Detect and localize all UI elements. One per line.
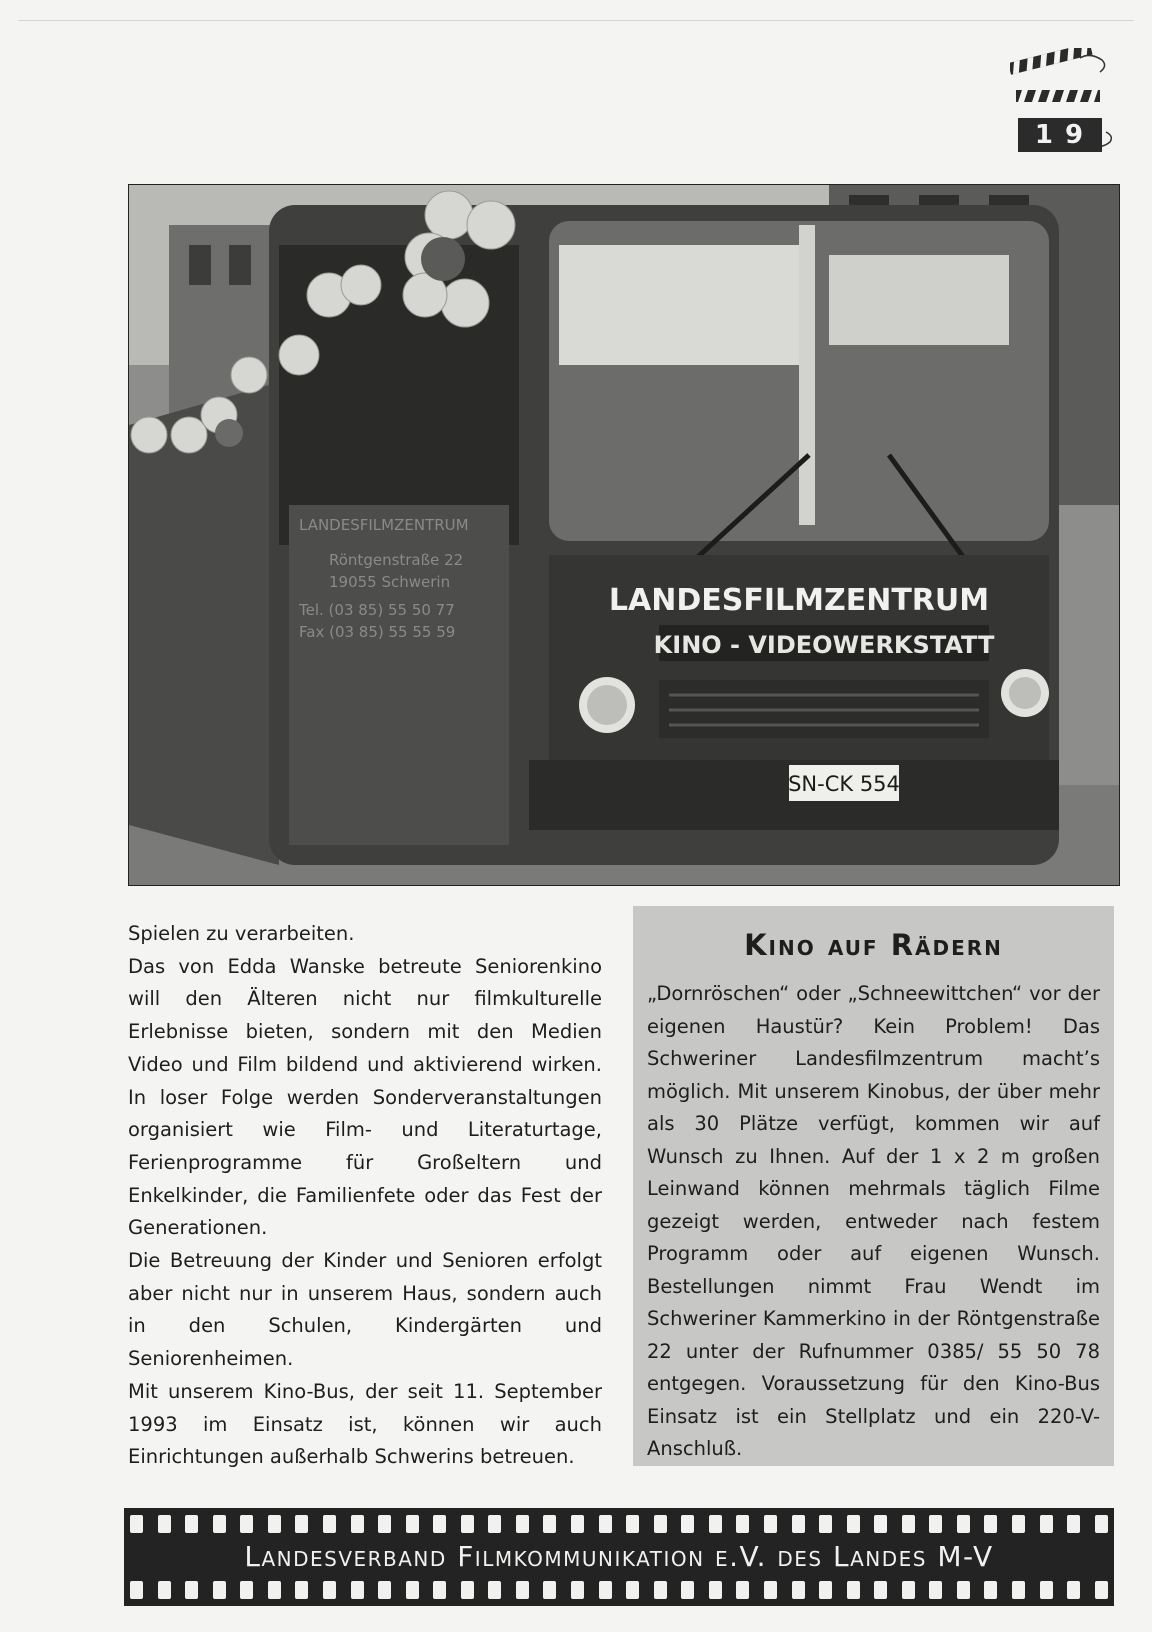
filmstrip-hole (268, 1515, 281, 1533)
filmstrip-hole (764, 1581, 777, 1599)
filmstrip-hole (130, 1581, 143, 1599)
filmstrip-hole (654, 1581, 667, 1599)
page-number: 19 (1018, 118, 1102, 152)
left-column (128, 918, 602, 1474)
filmstrip-hole (736, 1515, 749, 1533)
filmstrip-hole (819, 1515, 832, 1533)
filmstrip-hole (240, 1581, 253, 1599)
filmstrip-hole (1040, 1581, 1053, 1599)
filmstrip-hole (874, 1515, 887, 1533)
filmstrip-hole (1067, 1581, 1080, 1599)
filmstrip-hole (516, 1581, 529, 1599)
filmstrip-hole (599, 1515, 612, 1533)
bus-headline: LANDESFILMZENTRUM (608, 583, 990, 618)
filmstrip-hole (929, 1515, 942, 1533)
filmstrip-holes-top (124, 1515, 1114, 1533)
filmstrip-hole (847, 1581, 860, 1599)
filmstrip-hole (709, 1515, 722, 1533)
filmstrip-hole (268, 1581, 281, 1599)
filmstrip-hole (461, 1581, 474, 1599)
filmstrip-hole (488, 1515, 501, 1533)
filmstrip-hole (213, 1581, 226, 1599)
filmstrip-hole (929, 1581, 942, 1599)
filmstrip-hole (571, 1581, 584, 1599)
paragraph: Die Betreuung der Kinder und Senioren erfolgt aber nicht nur in unserem Haus, sondern auch in den Schulen, Kindergärten und Seniorenheimen. (128, 1249, 602, 1371)
filmstrip-hole (185, 1581, 198, 1599)
filmstrip-hole (1012, 1581, 1025, 1599)
filmstrip-hole (543, 1515, 556, 1533)
footer-title: Landesverband Filmkommunikation e.V. des Landes M-V (244, 1540, 994, 1573)
filmstrip-hole (1040, 1515, 1053, 1533)
filmstrip-hole (406, 1515, 419, 1533)
filmstrip-hole (295, 1581, 308, 1599)
filmstrip-hole (543, 1581, 556, 1599)
filmstrip-hole (378, 1581, 391, 1599)
filmstrip-hole (874, 1581, 887, 1599)
info-box-text: „Dornröschen“ oder „Schneewittchen“ vor der eigenen Haustür? Kein Problem! Das Schweriner Landesfilmzentrum macht’s möglich. Mit unserem Kinobus, der über mehr als 30 Plätze verfügt, kommen wir auf Wunsch zu Ihnen. Auf der 1 x 2 m großen Leinwand können mehrmals täglich Filme gezeigt werden, entweder nach festem Programm oder auf eigenen Wunsch. Bestellungen nimmt Frau Wendt im Schweriner Kammerkino in der Röntgenstraße 22 unter der Rufnummer 0385/ 55 50 78 entgegen. Voraussetzung für den Kino-Bus Einsatz ist ein Stellplatz und ein 220-V-Anschluß. (647, 982, 1100, 1460)
filmstrip-hole (599, 1581, 612, 1599)
paragraph: Das von Edda Wanske betreute Seniorenkino will den Älteren nicht nur filmkulturelle Erlebnisse bieten, sondern mit den Medien Video und Film bildend und aktivierend wirken. In loser Folge werden Sonderveranstaltungen organisiert wie Film- und Literaturtage, Ferienprogramme für Großeltern und Enkelkinder, die Familienfete oder das Fest der Generationen. (128, 954, 602, 1240)
filmstrip-hole (736, 1581, 749, 1599)
bus-photo (128, 184, 1120, 886)
filmstrip-hole (681, 1581, 694, 1599)
filmstrip-hole (626, 1581, 639, 1599)
filmstrip-hole (461, 1515, 474, 1533)
filmstrip-hole (681, 1515, 694, 1533)
filmstrip-hole (792, 1515, 805, 1533)
filmstrip-hole (406, 1581, 419, 1599)
footer-filmstrip (124, 1508, 1114, 1606)
filmstrip-hole (764, 1515, 777, 1533)
door-line: LANDESFILMZENTRUM (299, 516, 469, 534)
filmstrip-hole (957, 1515, 970, 1533)
filmstrip-hole (709, 1581, 722, 1599)
info-box (633, 906, 1114, 1466)
paragraph: Spielen zu verarbeiten. (128, 922, 355, 945)
filmstrip-hole (571, 1515, 584, 1533)
filmstrip-hole (378, 1515, 391, 1533)
door-line: Röntgenstraße 22 (329, 551, 464, 569)
filmstrip-hole (984, 1581, 997, 1599)
filmstrip-hole (130, 1515, 143, 1533)
door-line: Fax (03 85) 55 55 59 (299, 623, 456, 641)
filmstrip-hole (902, 1515, 915, 1533)
filmstrip-hole (819, 1581, 832, 1599)
license-plate: SN-CK 554 (788, 772, 900, 796)
filmstrip-hole (351, 1515, 364, 1533)
filmstrip-hole (433, 1581, 446, 1599)
door-line: Tel. (03 85) 55 50 77 (299, 601, 455, 619)
door-line: 19055 Schwerin (329, 573, 451, 591)
filmstrip-hole (295, 1515, 308, 1533)
filmstrip-hole (1012, 1515, 1025, 1533)
bus-illustration (129, 185, 1119, 885)
filmstrip-hole (323, 1581, 336, 1599)
filmstrip-hole (957, 1581, 970, 1599)
filmstrip-hole (792, 1581, 805, 1599)
filmstrip-hole (185, 1515, 198, 1533)
filmstrip-hole (516, 1515, 529, 1533)
info-box-title: Kino auf Rädern (744, 928, 1003, 962)
filmstrip-hole (158, 1581, 171, 1599)
top-rule (18, 20, 1134, 21)
filmstrip-holes-bottom (124, 1581, 1114, 1599)
filmstrip-hole (213, 1515, 226, 1533)
filmstrip-hole (323, 1515, 336, 1533)
filmstrip-hole (351, 1581, 364, 1599)
filmstrip-hole (984, 1515, 997, 1533)
paragraph: Mit unserem Kino-Bus, der seit 11. September 1993 im Einsatz ist, können wir auch Einrichtungen außerhalb Schwerins betreuen. (128, 1379, 602, 1469)
bus-subheadline: KINO - VIDEOWERKSTATT (653, 631, 995, 659)
filmstrip-hole (1095, 1515, 1108, 1533)
filmstrip-hole (902, 1581, 915, 1599)
filmstrip-hole (654, 1515, 667, 1533)
filmstrip-hole (626, 1515, 639, 1533)
filmstrip-hole (240, 1515, 253, 1533)
filmstrip-hole (158, 1515, 171, 1533)
filmstrip-hole (1095, 1581, 1108, 1599)
filmstrip-hole (847, 1515, 860, 1533)
filmstrip-hole (488, 1581, 501, 1599)
filmstrip-hole (1067, 1515, 1080, 1533)
filmstrip-hole (433, 1515, 446, 1533)
